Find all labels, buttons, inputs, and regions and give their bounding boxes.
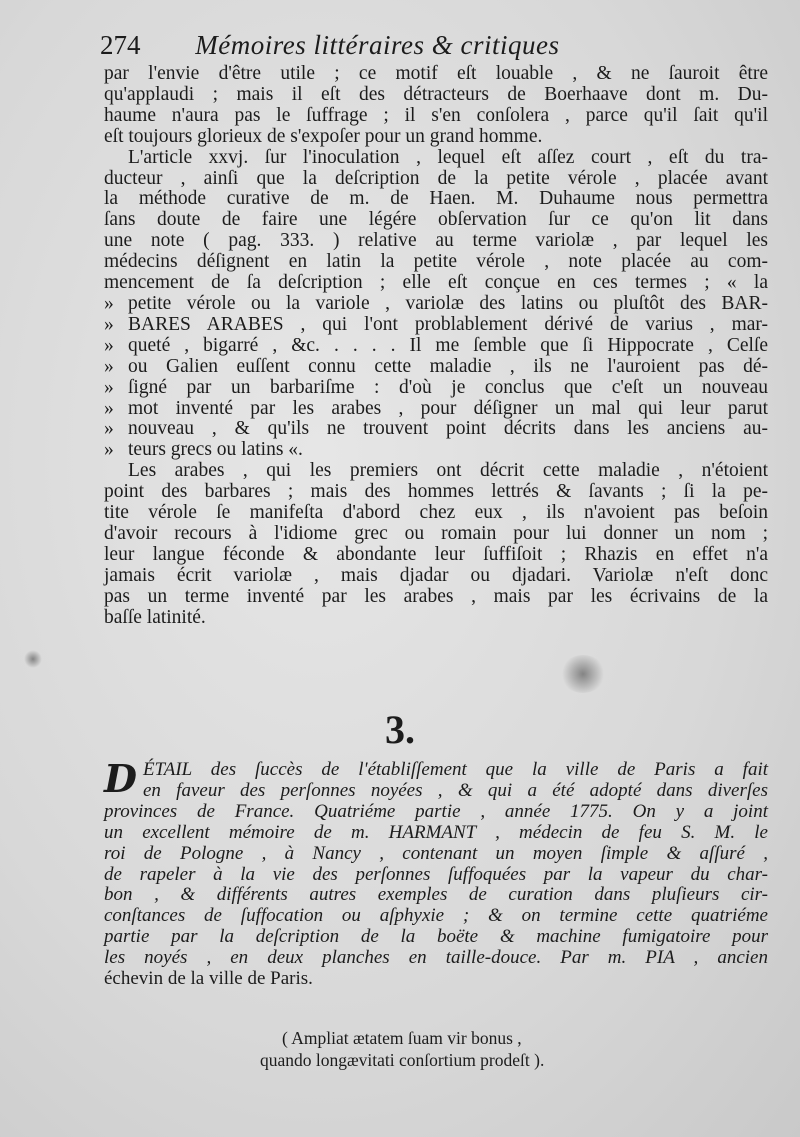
ink-smudge — [24, 650, 42, 668]
motto-line: ( Ampliat ætatem ſuam vir bonus , — [282, 1028, 522, 1048]
ink-smudge — [560, 655, 606, 693]
entry-line: partie par la deſcription de la boëte & machine fumigatoire pour — [104, 926, 768, 948]
text-line: eſt toujours glorieux de s'expoſer pour un grand homme. — [104, 125, 543, 147]
text-line: haume n'aura pas le ſuffrage ; il s'en conſolera , parce qu'il ſait qu'il — [104, 104, 768, 126]
text-line: BARES ARABES , qui l'ont problablement dérivé de varius , mar- — [128, 313, 768, 335]
text-line: teurs grecs ou latins «. — [128, 439, 303, 461]
quote-line — [104, 294, 768, 315]
quote-line — [104, 440, 768, 461]
entry-text — [104, 756, 768, 990]
text-line: Les arabes , qui les premiers ont décrit cette maladie , n'étoient — [128, 460, 768, 482]
text-line: médecins déſignent en latin la petite vérole , note placée au com- — [104, 251, 768, 273]
quote-marker: » — [104, 439, 114, 461]
quote-marker: » — [104, 355, 114, 377]
entry-line: les noyés , en deux planches en taille-douce. Par m. PIA , ancien — [104, 947, 768, 969]
quote-line — [104, 378, 768, 399]
text-line: la méthode curative de m. de Haen. M. Duhaume nous permettra — [104, 188, 768, 210]
text-line: point des barbares ; mais des hommes lettrés & ſavants ; ſi la pe- — [104, 481, 768, 503]
entry-line: un excellent mémoire de m. HARMANT , médecin de feu S. M. le — [104, 821, 768, 843]
text-line: baſſe latinité. — [104, 606, 206, 628]
page-header — [100, 28, 780, 62]
entry-line: conſtances de ſuffocation ou aſphyxie ; & on termine cette quatriéme — [104, 905, 768, 927]
text-line: d'avoir recours à l'idiome grec ou romain pour lui donner un nom ; — [104, 522, 768, 544]
text-line: queté , bigarré , &c. . . . . Il me ſemble que ſi Hippocrate , Celſe — [128, 334, 768, 356]
text-line: qu'applaudi ; mais il eſt des détracteurs de Boerhaave dont m. Du- — [104, 83, 768, 105]
quote-marker: » — [104, 292, 114, 314]
quote-marker: » — [104, 397, 114, 419]
text-line: une note ( pag. 333. ) relative au terme variolæ , par lequel les — [104, 230, 768, 252]
quote-line — [104, 315, 768, 336]
entry-line: roi de Pologne , à Nancy , contenant un moyen ſimple & aſſuré , — [104, 842, 768, 864]
entry-line: échevin de la ville de Paris. — [104, 968, 313, 990]
drop-cap: D — [104, 756, 137, 801]
running-title: Mémoires littéraires & critiques — [195, 30, 560, 60]
text-line: ou Galien euſſent connu cette maladie , ils ne l'auroient pas dé- — [128, 355, 768, 377]
quote-line — [104, 419, 768, 440]
motto-line: quando longævitati conſortium prodeſt ). — [260, 1050, 545, 1070]
text-line: ſigné par un barbariſme : d'où je conclus que c'eſt un nouveau — [128, 376, 768, 398]
text-line: mot inventé par les arabes , pour déſigner un mal qui leur parut — [128, 397, 768, 419]
text-line: ducteur , ainſi que la deſcription de la petite vérole , placée avant — [104, 167, 768, 189]
text-line: pas un terme inventé par les arabes , mais par les écrivains de la — [104, 585, 768, 607]
text-line: L'article xxvj. ſur l'inoculation , lequel eſt aſſez court , eſt du tra- — [128, 146, 768, 168]
main-text — [104, 64, 768, 628]
text-line: par l'envie d'être utile ; ce motif eſt louable , & ne ſauroit être — [104, 63, 768, 84]
text-line: jamais écrit variolæ , mais djadar ou djadari. Variolæ n'eſt donc — [104, 564, 768, 586]
text-line: petite vérole ou la variole , variolæ des latins ou pluſtôt des BAR- — [128, 292, 768, 314]
motto — [260, 1027, 544, 1071]
page-number: 274 — [100, 30, 141, 60]
entry-line: en faveur des perſonnes noyées , & qui a été adopté dans diverſes — [142, 779, 768, 801]
quote-marker: » — [104, 313, 114, 335]
text-line: tite vérole ſe manifeſta d'abord chez eux , ils n'avoient pas beſoin — [104, 502, 768, 524]
text-line: ſans doute de faire une légére obſervation ſur ce qu'on lit dans — [104, 209, 768, 231]
entry-line: bon , & différents autres exemples de curation dans pluſieurs cir- — [104, 884, 768, 906]
quote-line — [104, 399, 768, 420]
quote-line — [104, 336, 768, 357]
quote-marker: » — [104, 334, 114, 356]
quote-marker: » — [104, 376, 114, 398]
quote-line — [104, 357, 768, 378]
text-line: leur langue féconde & abondante leur ſuffiſoit ; Rhazis en effet n'a — [104, 543, 768, 565]
entry-line: de rapeler à la vie des perſonnes ſuffoquées par la vapeur du char- — [104, 863, 768, 885]
text-line: nouveau , & qu'ils ne trouvent point décrits dans les anciens au- — [128, 418, 768, 440]
quote-marker: » — [104, 418, 114, 440]
entry-line: provinces de France. Quatriéme partie , année 1775. On y a joint — [104, 800, 768, 822]
entry-line: ÉTAIL des ſuccès de l'établiſſement que la ville de Paris a fait — [142, 759, 768, 780]
section-number: 3. — [385, 707, 415, 752]
text-line: mencement de ſa deſcription ; elle eſt conçue en ces termes ; « la — [104, 272, 768, 294]
